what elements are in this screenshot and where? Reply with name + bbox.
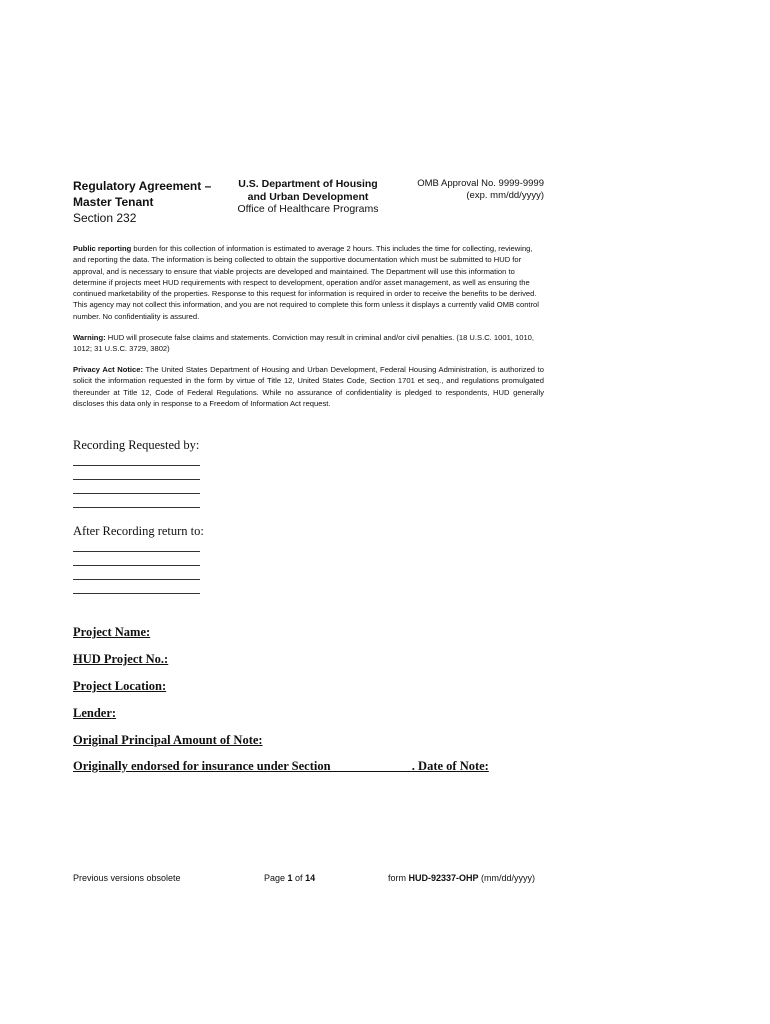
recording-return-block (73, 524, 204, 594)
privacy-act-notice (73, 364, 544, 409)
page-of: of (292, 873, 306, 883)
public-reporting-lead: Public reporting (73, 244, 132, 253)
footer-form-id (388, 873, 535, 883)
warning-text: HUD will prosecute false claims and statements. Conviction may result in criminal and/or civil penalties. (18 U.S.C. 1001, 1010, 1012; 31 U.S.C. 3729, 3802) (73, 333, 535, 354)
public-reporting-text: burden for this collection of information is estimated to average 2 hours. This includes the time for collecting, reviewing, and reporting the data. The information is being collected to obtain the supportive documentation which must be submitted to HUD for approval, and is necessary to ensure that viable projects are developed and maintained. The Department will use this information to determine if projects meet HUD requirements with respect to development, operation and/or asset management, as well as ensuring the continued marketability of the properties. Response to this request for information is required in order to receive the benefits to be derived. This agency may not collect this information, and you are not required to complete this form unless it displays a currently valid OMB control number. No confidentiality is assured. (73, 244, 539, 321)
recording-requested-line[interactable] (73, 494, 200, 508)
page-total: 14 (305, 873, 316, 883)
warning-notice (73, 332, 544, 355)
agency-header (232, 178, 384, 216)
agency-line-1: U.S. Department of Housing (238, 178, 378, 190)
privacy-text: The United States Department of Housing and Urban Development, Federal Housing Administration, is authorized to solicit the information requested in the form by virtue of Title 12, United States Code, Section 1701 et seq., and regulations promulgated thereunder at Title 12, Code of Federal Regulations. While no assurance of confidentiality is pledged to respondents, HUD generally discloses this data only in response to a Freedom of Information Act request. (73, 365, 545, 408)
hud-project-no-label: HUD Project No.: (73, 652, 169, 666)
principal-amount-colon: : (258, 733, 263, 747)
endorsed-field (73, 759, 489, 774)
recording-requested-line[interactable] (73, 452, 200, 466)
privacy-lead: Privacy Act Notice: (73, 365, 144, 374)
page-current: 1 (287, 873, 293, 883)
title-line-1: Regulatory Agreement – (73, 179, 212, 193)
date-of-note-label: . Date of Note: (411, 759, 489, 773)
title-line-2: Master Tenant (73, 195, 154, 209)
recording-return-line[interactable] (73, 552, 200, 566)
footer-obsolete-note: Previous versions obsolete (73, 873, 181, 883)
principal-amount-label: Original Principal Amount of Note (73, 733, 259, 747)
form-title (73, 178, 233, 226)
omb-approval (404, 178, 544, 201)
public-reporting-notice (73, 243, 544, 322)
recording-return-line[interactable] (73, 566, 200, 580)
principal-amount-field (73, 733, 263, 748)
omb-expiration: (exp. mm/dd/yyyy) (466, 189, 544, 201)
page-prefix: Page (264, 873, 288, 883)
recording-requested-block (73, 438, 200, 508)
project-name-label: Project Name: (73, 625, 151, 639)
form-date: (mm/dd/yyyy) (478, 873, 536, 883)
agency-line-3: Office of Healthcare Programs (237, 203, 379, 215)
recording-requested-line[interactable] (73, 466, 200, 480)
recording-requested-line[interactable] (73, 480, 200, 494)
endorsed-section-label: Originally endorsed for insurance under Section_____________ (73, 759, 412, 773)
recording-return-line[interactable] (73, 580, 200, 594)
lender-label: Lender (73, 706, 112, 720)
lender-colon: : (111, 706, 117, 720)
form-prefix: form (388, 873, 409, 883)
recording-requested-label: Recording Requested by: (73, 438, 200, 452)
recording-return-line[interactable] (73, 538, 200, 552)
lender-field (73, 706, 116, 721)
form-number: HUD-92337-OHP (408, 873, 479, 883)
omb-number: OMB Approval No. 9999-9999 (417, 178, 544, 189)
agency-line-2: and Urban Development (247, 190, 369, 203)
recording-return-label: After Recording return to: (73, 524, 204, 538)
project-location-label: Project Location: (73, 679, 167, 693)
footer-page-number (264, 873, 315, 883)
title-line-3: Section 232 (73, 211, 137, 225)
warning-lead: Warning: (73, 333, 106, 342)
